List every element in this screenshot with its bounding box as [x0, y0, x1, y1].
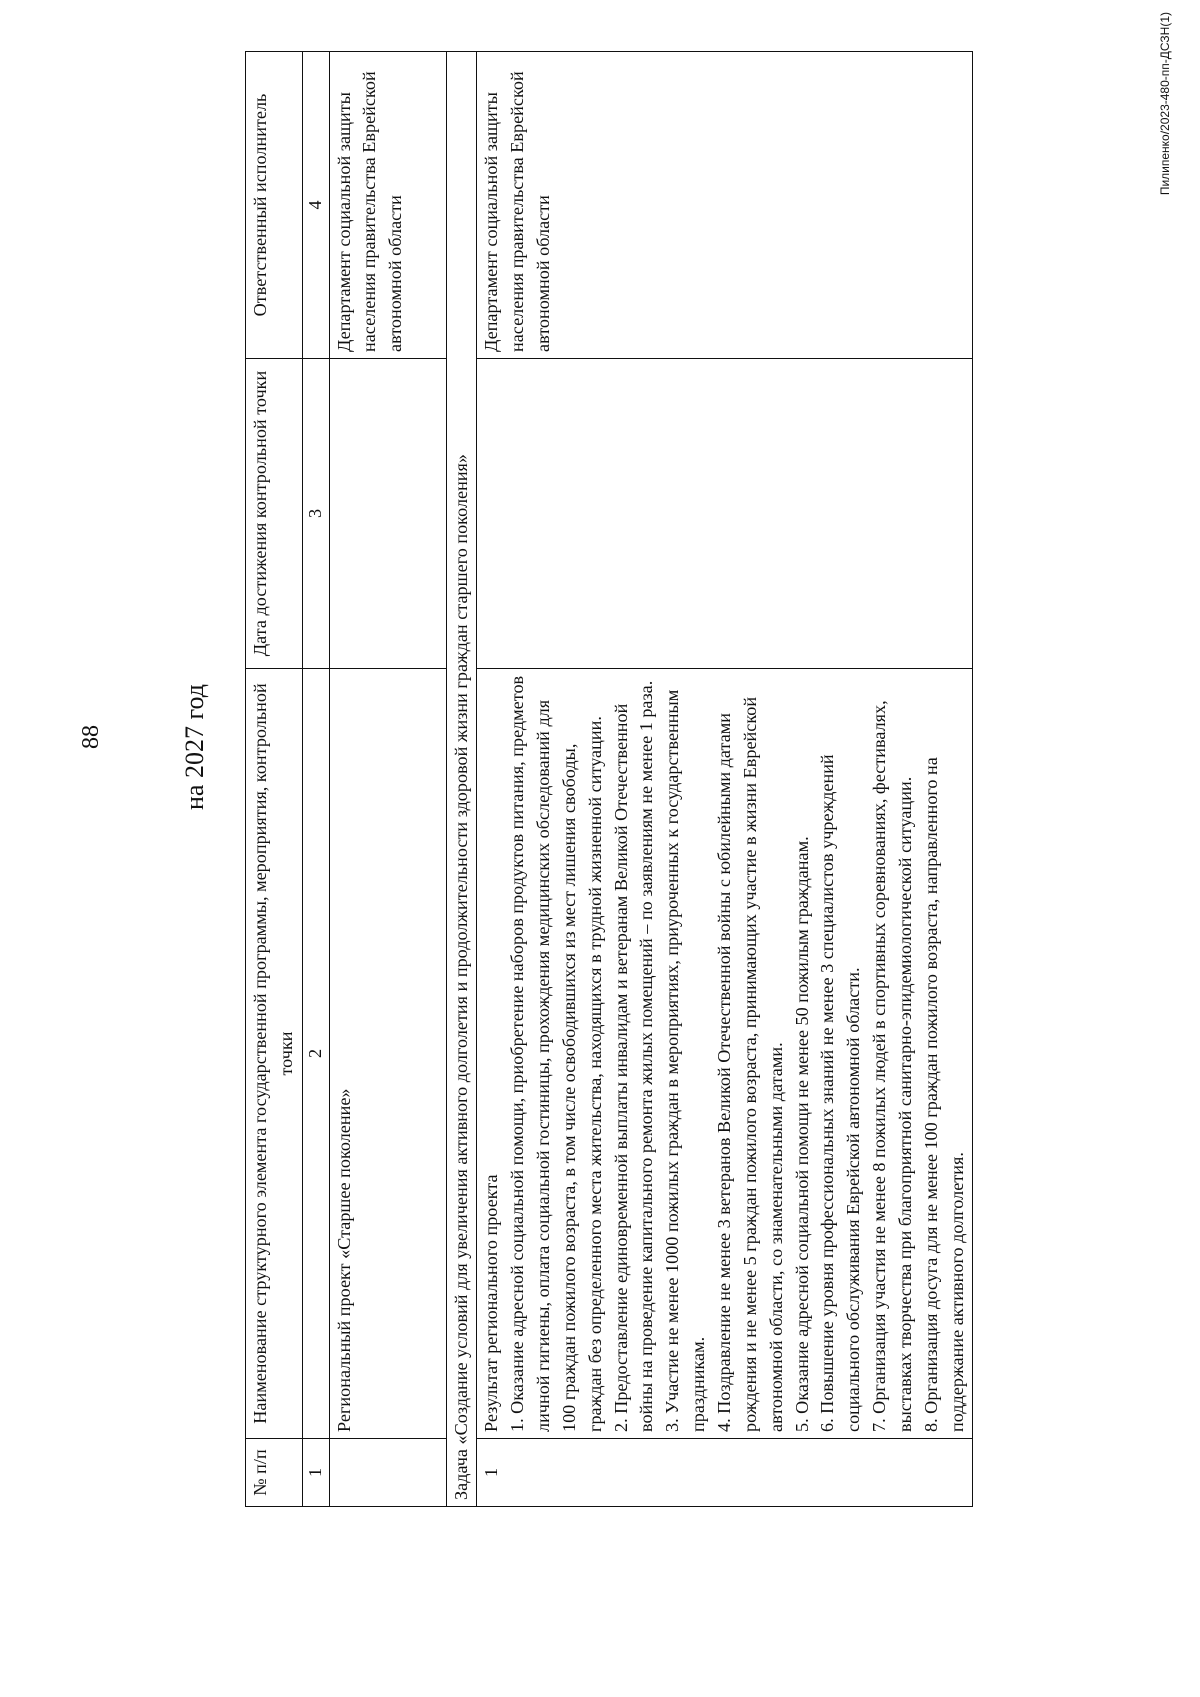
- result-item-6: 6. Повышение уровня профессиональных знаний не менее 3 специалистов учреждений социального обслуживания Еврейской автономной области.: [817, 754, 864, 1432]
- result-item-8: 8. Организация досуга для не менее 100 граждан пожилого возраста, направленного на поддержание активного долголетия.: [920, 757, 967, 1432]
- col-index-4: 4: [302, 52, 329, 359]
- result-item-1: 1. Оказание адресной социальной помощи, приобретение наборов продуктов питания, предметов личной гигиены, оплата социальной гостиницы, прохождения медицинских обследований для 100 граждан пожилого возраста, в том числе освободившихся из мест лишения свободы, граждан без определенного места жительства, находящихся в трудной жизненной ситуации.: [507, 675, 605, 1432]
- header-num: № п/п: [246, 1439, 303, 1507]
- page-number: 88: [78, 725, 104, 749]
- col-index-2: 2: [302, 669, 329, 1439]
- project-executor: Департамент социальной защиты населения правительства Еврейской автономной области: [329, 52, 446, 359]
- header-row: [246, 52, 303, 1507]
- result-row: [477, 52, 973, 1507]
- plan-table: [245, 51, 973, 1507]
- project-row: [329, 52, 446, 1507]
- result-cell: [477, 669, 973, 1439]
- result-item-5: 5. Оказание адресной социальной помощи не менее 50 пожилым гражданам.: [791, 836, 812, 1432]
- result-item-7: 7. Организация участия не менее 8 пожилых людей в спортивных соревнованиях, фестивалях, выставках творчества при благоприятной санитарно-эпидемиологической ситуации.: [869, 700, 915, 1432]
- project-date: [329, 359, 446, 669]
- project-num: [329, 1439, 446, 1507]
- result-date: [477, 359, 973, 669]
- result-item-3: 3. Участие не менее 1000 пожилых граждан в мероприятиях, приуроченных к государственным праздникам.: [662, 689, 709, 1432]
- col-index-1: 1: [302, 1439, 329, 1507]
- footer-document-code: Пилипенко/2023-480-пп-ДСЗН(1): [1158, 12, 1172, 196]
- task-text: Задача «Создание условий для увеличения активного долголетия и продолжительности здоровой жизни граждан старшего поколения»: [446, 52, 477, 1507]
- project-name: Региональный проект «Старшее поколение»: [329, 669, 446, 1439]
- result-item-4: 4. Поздравление не менее 3 ветеранов Великой Отечественной войны с юбилейными датами рождения и не менее 5 граждан пожилого возраста, принимающих участие в жизни Еврейской автономной области, со знаменательными датами.: [713, 696, 786, 1432]
- header-date: Дата достижения контрольной точки: [246, 359, 303, 669]
- result-executor: Департамент социальной защиты населения правительства Еврейской автономной области: [477, 52, 973, 359]
- year-title: на 2027 год: [180, 684, 209, 810]
- task-row: [446, 52, 477, 1507]
- header-executor: Ответственный исполнитель: [246, 52, 303, 359]
- result-num: 1: [477, 1439, 973, 1507]
- result-item-2: 2. Предоставление единовременной выплаты инвалидам и ветеранам Великой Отечественной войны на проведение капитального ремонта жилых помещений – по заявлениям не менее 1 раза.: [610, 680, 657, 1432]
- col-index-3: 3: [302, 359, 329, 669]
- column-index-row: [302, 52, 329, 1507]
- result-title: Результат регионального проекта: [481, 1174, 502, 1432]
- header-name: Наименование структурного элемента государственной программы, мероприятия, контрольной точки: [246, 669, 303, 1439]
